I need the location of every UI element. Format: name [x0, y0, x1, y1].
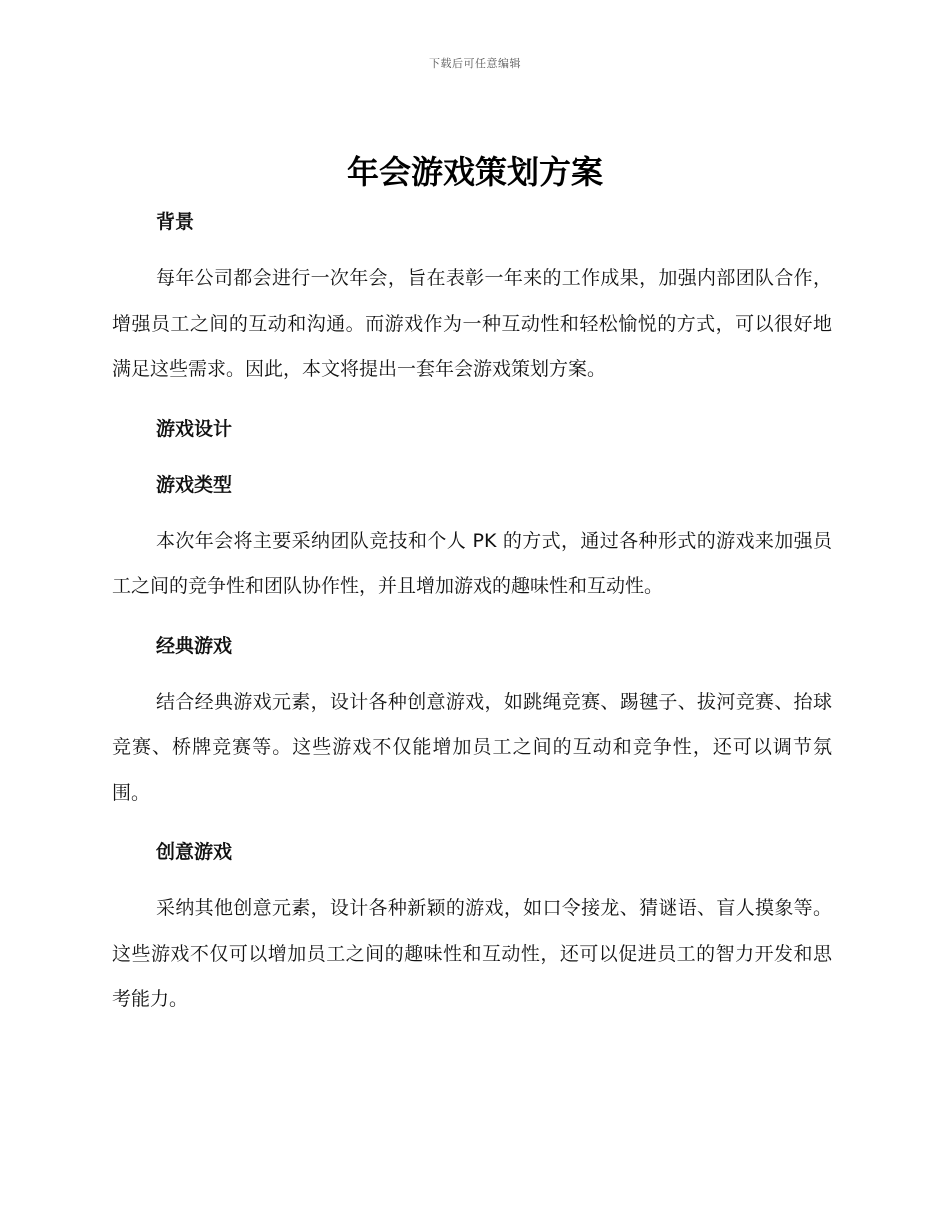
section-heading-game-type: 游戏类型 — [156, 473, 233, 496]
paragraph-classic-games: 结合经典游戏元素，设计各种创意游戏，如跳绳竞赛、踢毽子、拔河竞赛、抬球竞赛、桥牌竞赛等。这些游戏不仅能增加员工之间的互动和竞争性，还可以调节氛围。 — [112, 690, 832, 804]
section-heading-creative-games: 创意游戏 — [156, 841, 233, 863]
paragraph-game-type: 本次年会将主要采纳团队竞技和个人 PK 的方式，通过各种形式的游戏来加强员工之间的竞争性和团队协作性，并且增加游戏的趣味性和互动性。 — [112, 529, 832, 597]
document-body — [112, 200, 832, 1023]
section-heading-game-design: 游戏设计 — [156, 417, 233, 440]
page-header-note: 下载后可任意编辑 — [429, 57, 521, 70]
paragraph-background: 每年公司都会进行一次年会，旨在表彰一年来的工作成果，加强内部团队合作，增强员工之间的互动和沟通。而游戏作为一种互动性和轻松愉悦的方式，可以很好地满足这些需求。因此，本文将提出一套年会游戏策划方案。 — [112, 267, 832, 380]
section-heading-background: 背景 — [156, 211, 195, 233]
section-heading-classic-games: 经典游戏 — [156, 634, 233, 657]
paragraph-creative-games: 采纳其他创意元素，设计各种新颖的游戏，如口令接龙、猜谜语、盲人摸象等。这些游戏不仅可以增加员工之间的趣味性和互动性，还可以促进员工的智力开发和思考能力。 — [112, 897, 832, 1010]
document-title: 年会游戏策划方案 — [346, 153, 603, 191]
